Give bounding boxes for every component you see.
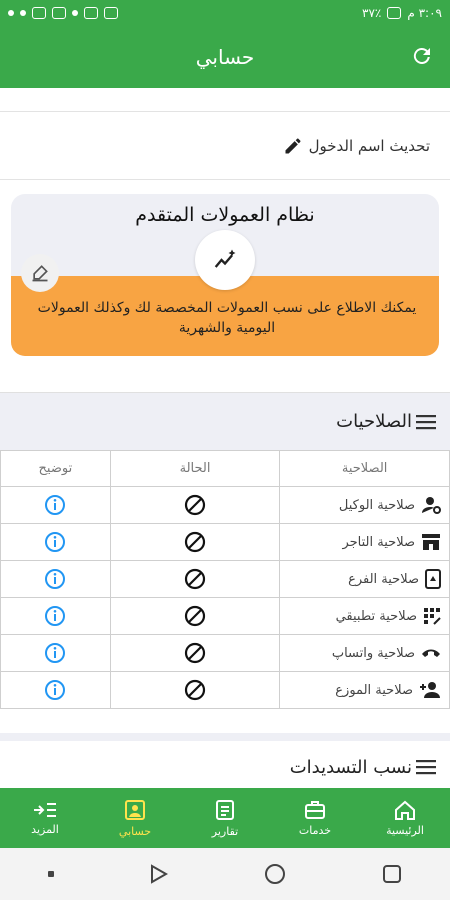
- permission-cell: [280, 524, 450, 561]
- permission-row: [1, 524, 450, 561]
- permission-info-cell: [1, 598, 111, 635]
- nav-item-label: المزيد: [31, 822, 59, 836]
- store-icon: [421, 533, 441, 551]
- info-icon[interactable]: [44, 531, 66, 553]
- permission-cell: [280, 635, 450, 672]
- nav-item-more[interactable]: [0, 788, 90, 848]
- permission-cell: [280, 672, 450, 709]
- battery-level: ٣٧٪: [362, 6, 382, 20]
- user-cog-icon: [421, 496, 441, 514]
- permission-cell: [280, 561, 450, 598]
- permission-info-cell: [1, 635, 111, 672]
- account-content[interactable]: [0, 88, 450, 788]
- permission-row: [1, 487, 450, 524]
- permission-row: [1, 672, 450, 709]
- nav-item-briefcase[interactable]: [270, 788, 360, 848]
- permission-row: [1, 598, 450, 635]
- blocked-icon: [184, 494, 206, 516]
- refresh-button[interactable]: [406, 40, 438, 72]
- status-bar-notifications: [8, 7, 118, 19]
- report-icon: [215, 799, 235, 821]
- info-icon[interactable]: [44, 568, 66, 590]
- permissions-section-title: الصلاحيات: [336, 411, 412, 432]
- phone-call-icon: [421, 646, 441, 660]
- payments-section-title: نسب التسديدات: [289, 756, 412, 778]
- notification-icon: [84, 7, 98, 19]
- permission-status-cell: [110, 672, 280, 709]
- permissions-table: [0, 450, 450, 709]
- home-circle-icon[interactable]: [264, 863, 286, 885]
- user-add-icon: [419, 681, 441, 699]
- permission-status-cell: [110, 598, 280, 635]
- battery-icon: [387, 7, 401, 19]
- permission-label: صلاحية الوكيل: [338, 497, 415, 513]
- nav-item-account[interactable]: [90, 788, 180, 848]
- edit-icon: [283, 136, 303, 156]
- column-header-permission: الصلاحية: [280, 451, 450, 487]
- notification-icon: [32, 7, 46, 19]
- notification-icon: [52, 7, 66, 19]
- whatsapp-icon: [8, 10, 14, 16]
- permission-label: صلاحية واتساپ: [331, 645, 415, 661]
- nav-item-home[interactable]: [360, 788, 450, 848]
- sparkle-badge: [195, 230, 255, 290]
- permission-status-cell: [110, 524, 280, 561]
- status-bar-system: [362, 6, 442, 20]
- app-grid-icon: [423, 607, 441, 625]
- account-icon: [124, 799, 146, 821]
- nav-item-label: الرئيسية: [386, 823, 424, 837]
- info-icon[interactable]: [44, 494, 66, 516]
- permissions-table-header: [1, 451, 450, 487]
- briefcase-icon: [304, 800, 326, 820]
- commission-card[interactable]: [11, 194, 439, 356]
- spacer: [0, 356, 450, 392]
- info-icon[interactable]: [44, 605, 66, 627]
- status-bar: [0, 0, 450, 26]
- permission-label: صلاحية الموزع: [335, 682, 413, 698]
- telegram-icon: [20, 10, 26, 16]
- system-navigation-bar: [0, 848, 450, 900]
- nav-item-label: حسابي: [118, 824, 152, 838]
- permission-label: صلاحية الفرع: [348, 571, 419, 587]
- column-header-status: الحالة: [110, 451, 280, 487]
- permissions-section-header: [0, 392, 450, 450]
- page-title: حسابي: [195, 45, 255, 69]
- app-bar: [0, 26, 450, 88]
- info-icon[interactable]: [44, 642, 66, 664]
- permission-row: [1, 561, 450, 598]
- commission-card-title: نظام العمولات المتقدم: [135, 204, 315, 226]
- update-login-label: تحديث اسم الدخول: [308, 136, 430, 155]
- play-triangle-icon[interactable]: [150, 864, 168, 884]
- signature-button[interactable]: [21, 254, 59, 292]
- clock: ٣:٠٩ م: [407, 6, 442, 20]
- keyboard-dot-button[interactable]: [48, 871, 54, 877]
- permission-label: صلاحية تطبيقي: [335, 608, 417, 624]
- blocked-icon: [184, 568, 206, 590]
- spacer: [0, 709, 450, 733]
- permission-status-cell: [110, 561, 280, 598]
- signature-icon: [30, 263, 50, 283]
- nav-item-label: خدمات: [298, 823, 332, 837]
- permission-info-cell: [1, 487, 111, 524]
- permission-info-cell: [1, 672, 111, 709]
- recents-square-icon[interactable]: [382, 864, 402, 884]
- blocked-icon: [184, 605, 206, 627]
- payments-section-header: [0, 733, 450, 788]
- list-icon: [416, 413, 436, 431]
- permission-row: [1, 635, 450, 672]
- info-icon[interactable]: [44, 679, 66, 701]
- permission-status-cell: [110, 635, 280, 672]
- permission-info-cell: [1, 561, 111, 598]
- update-login-row[interactable]: [0, 112, 450, 180]
- blocked-icon: [184, 531, 206, 553]
- phone-branch-icon: [425, 569, 441, 589]
- list-icon: [416, 758, 436, 776]
- sparkle-chart-icon: [211, 246, 239, 274]
- bottom-navigation: [0, 788, 450, 848]
- column-header-info: توضيح: [1, 451, 111, 487]
- more-icon: [33, 801, 57, 819]
- nav-item-report[interactable]: [180, 788, 270, 848]
- permission-label: صلاحية التاجر: [342, 534, 415, 550]
- permission-cell: [280, 487, 450, 524]
- image-icon: [104, 7, 118, 19]
- refresh-icon: [410, 44, 434, 68]
- nav-item-label: تقارير: [211, 824, 239, 838]
- download-icon: [72, 10, 78, 16]
- home-icon: [394, 800, 416, 820]
- blocked-icon: [184, 642, 206, 664]
- scrolled-row-edge: [0, 88, 450, 112]
- permission-status-cell: [110, 487, 280, 524]
- blocked-icon: [184, 679, 206, 701]
- permission-info-cell: [1, 524, 111, 561]
- commission-card-description: يمكنك الاطلاع على نسب العمولات المخصصة لك وكذلك العمولات اليومية والشهرية: [37, 300, 417, 336]
- permission-cell: [280, 598, 450, 635]
